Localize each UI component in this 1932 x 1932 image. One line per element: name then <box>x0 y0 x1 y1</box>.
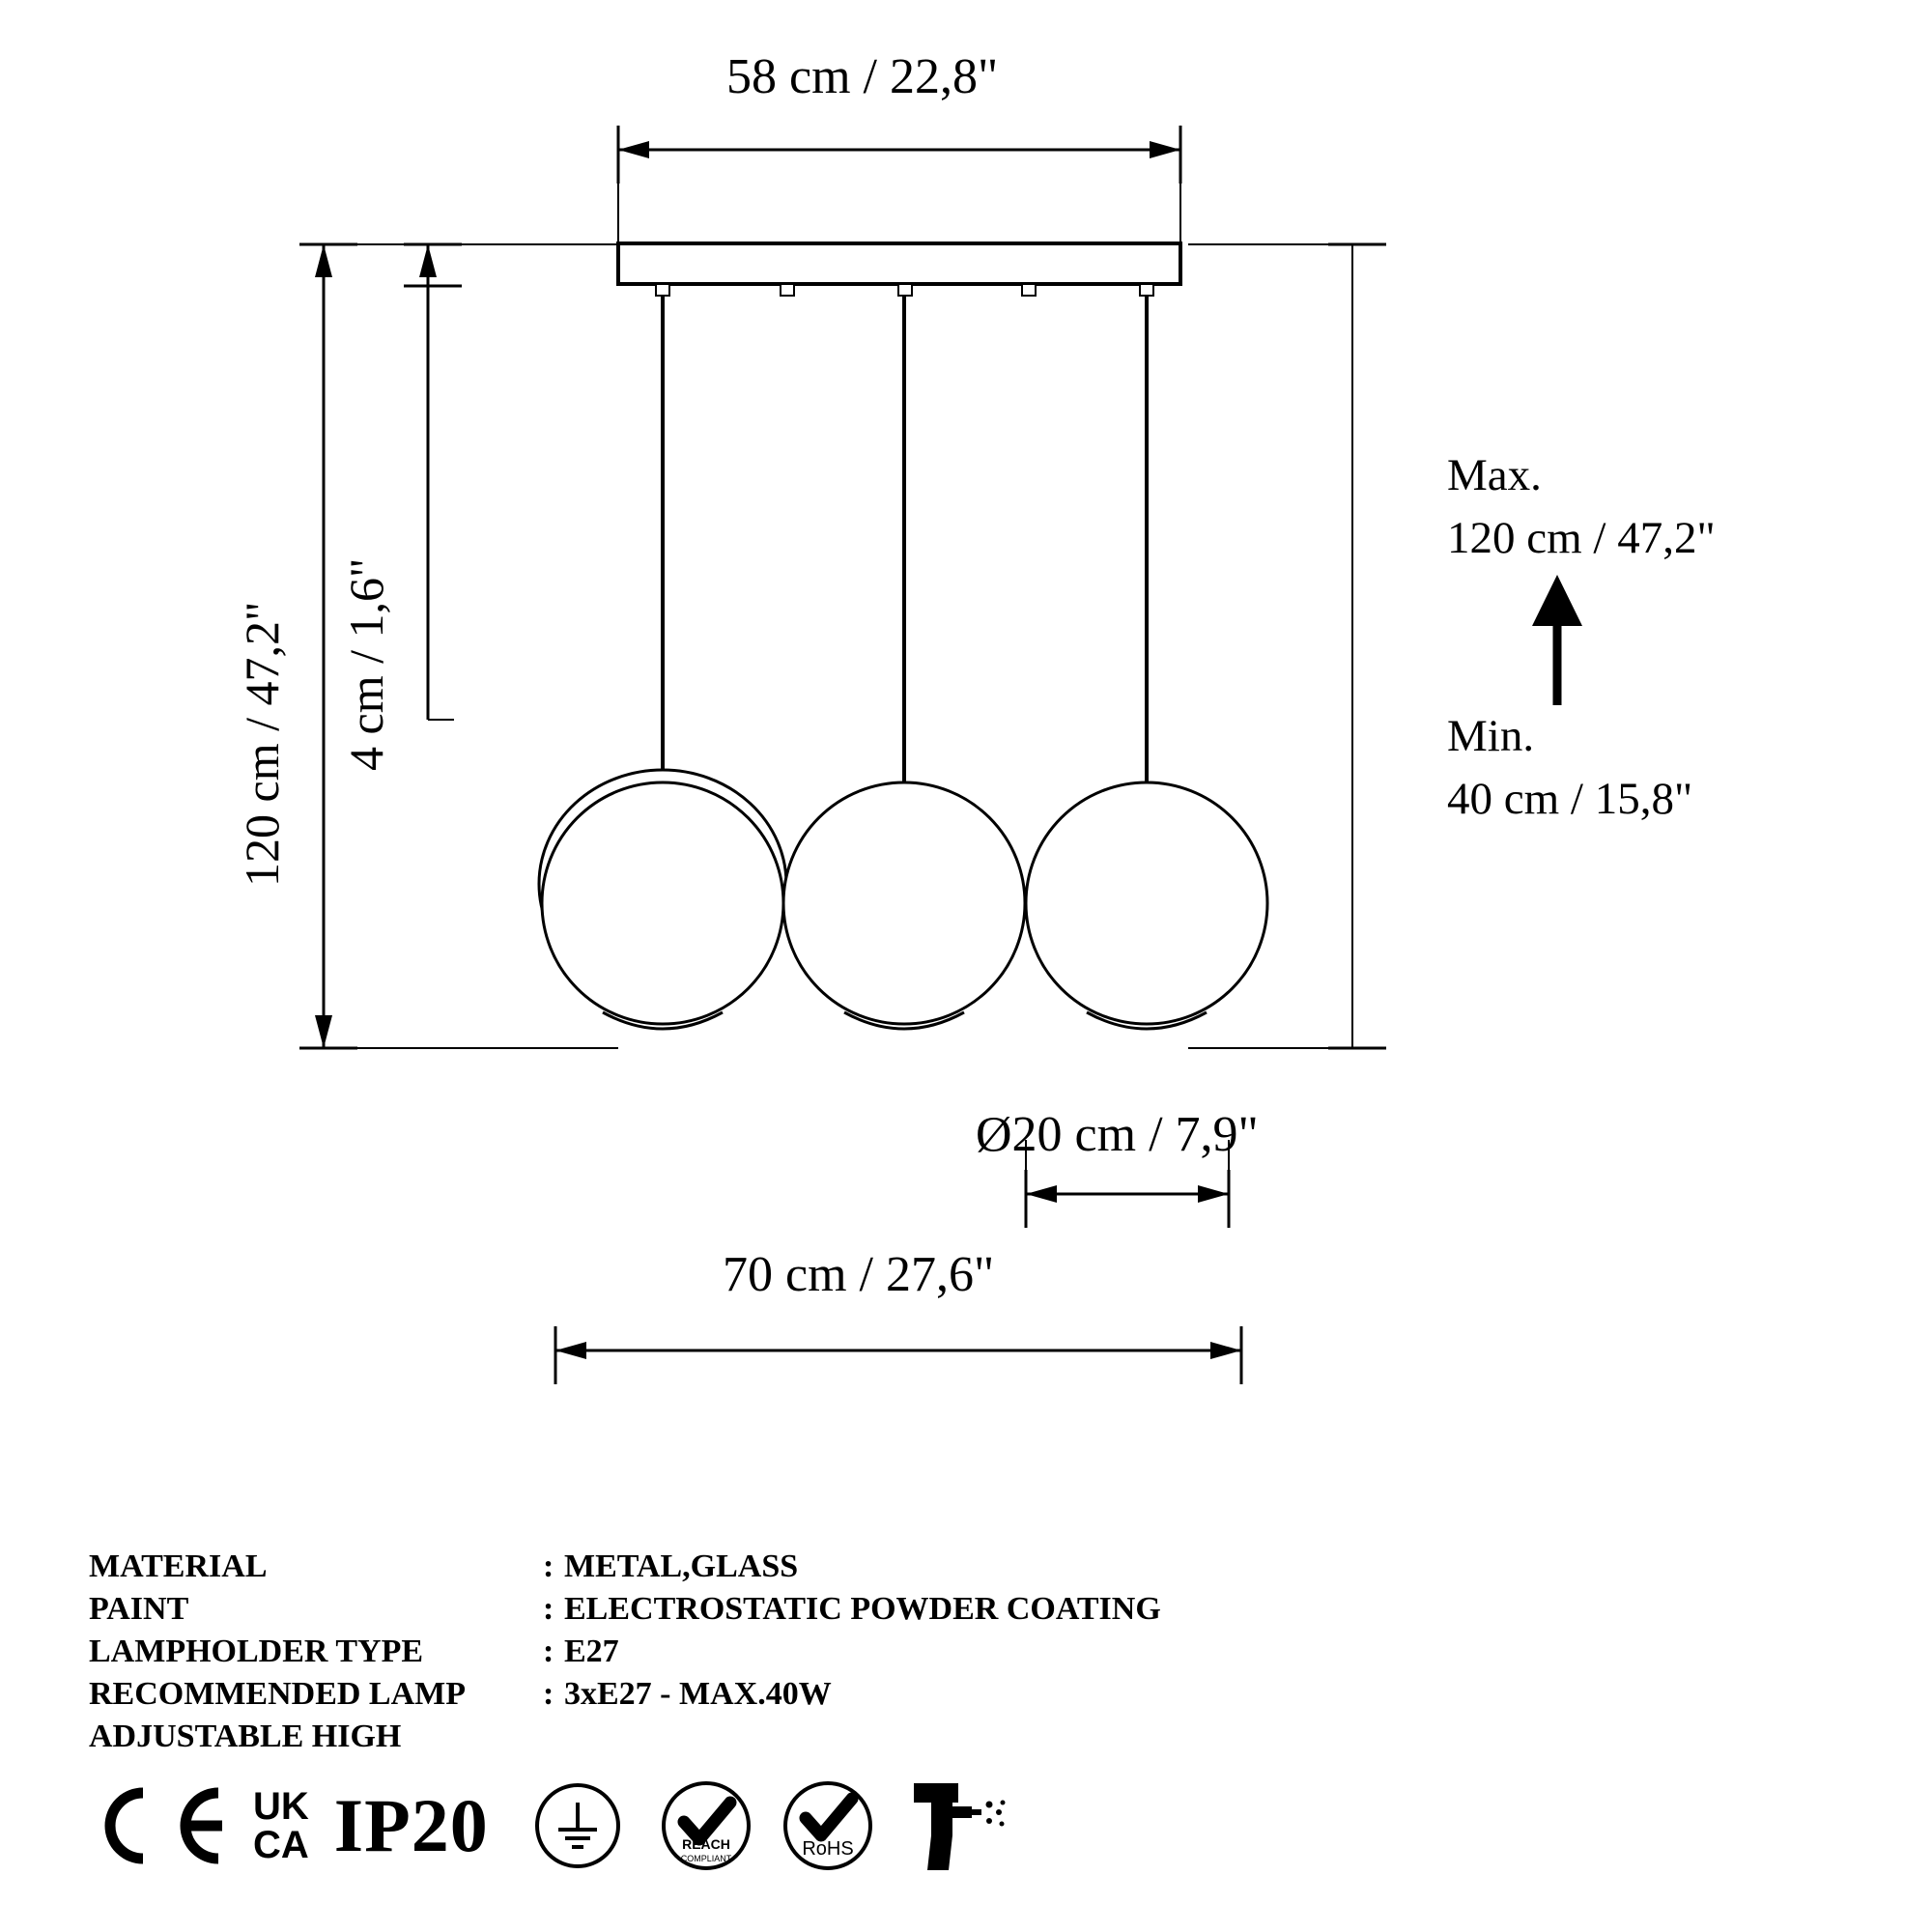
svg-text:RoHS: RoHS <box>802 1838 854 1860</box>
spec-row <box>89 1546 1161 1588</box>
spec-row <box>89 1673 1161 1716</box>
earth-ground-icon <box>531 1779 624 1872</box>
dimension-canopy-height-label: 4 cm / 1,6" <box>339 557 393 771</box>
spec-value: E27 <box>564 1634 619 1669</box>
powder-coating-spray-icon <box>906 1777 1012 1874</box>
spec-colon: : <box>543 1634 554 1669</box>
spec-key: LAMPHOLDER TYPE <box>89 1634 424 1669</box>
spec-colon: : <box>543 1591 554 1627</box>
spec-row <box>89 1631 1161 1673</box>
dimension-top-width-label: 58 cm / 22,8" <box>726 49 999 104</box>
canopy-plate <box>618 243 1180 284</box>
certification-row <box>87 1777 1012 1874</box>
dimension-bottom-width-label: 70 cm / 27,6" <box>723 1247 995 1302</box>
spec-row <box>89 1716 1161 1758</box>
adjustable-max-value: 120 cm / 47,2" <box>1447 513 1716 563</box>
spec-key: RECOMMENDED LAMP <box>89 1676 467 1712</box>
adjustable-height-arrow <box>1532 575 1582 705</box>
dimension-shade-diameter-label: Ø20 cm / 7,9" <box>976 1107 1259 1162</box>
adjustable-min-label: Min. <box>1447 711 1535 761</box>
adjustable-max-label: Max. <box>1447 450 1542 500</box>
spec-key: MATERIAL <box>89 1548 268 1584</box>
spec-value: METAL,GLASS <box>564 1548 799 1584</box>
ukca-line-2: CA <box>253 1824 309 1866</box>
rohs-icon <box>781 1779 875 1872</box>
spec-colon <box>543 1716 564 1758</box>
spec-value: 3xE27 - MAX.40W <box>564 1676 832 1712</box>
glass-shade-2 <box>783 782 1025 1029</box>
ukca-line-1: UK <box>253 1785 309 1828</box>
spec-colon: : <box>543 1548 554 1584</box>
svg-text:COMPLIANT: COMPLIANT <box>680 1854 732 1863</box>
reach-compliant-icon <box>659 1779 753 1872</box>
spec-colon: : <box>543 1676 554 1712</box>
glass-shade-3 <box>1026 782 1267 1029</box>
svg-text:REACH: REACH <box>681 1836 730 1852</box>
ukca-mark-icon <box>253 1787 309 1864</box>
spec-key: PAINT <box>89 1591 189 1627</box>
adjustable-min-value: 40 cm / 15,8" <box>1447 774 1693 824</box>
spec-row <box>89 1588 1161 1631</box>
ip-rating-label: IP20 <box>333 1783 489 1867</box>
specification-table <box>89 1546 1161 1758</box>
ce-mark-icon <box>87 1781 232 1870</box>
spec-value: ELECTROSTATIC POWDER COATING <box>564 1591 1161 1627</box>
dimension-total-height-label: 120 cm / 47,2" <box>235 601 289 887</box>
glass-shade-1 <box>539 770 786 1029</box>
spec-key: ADJUSTABLE HIGH <box>89 1719 402 1754</box>
